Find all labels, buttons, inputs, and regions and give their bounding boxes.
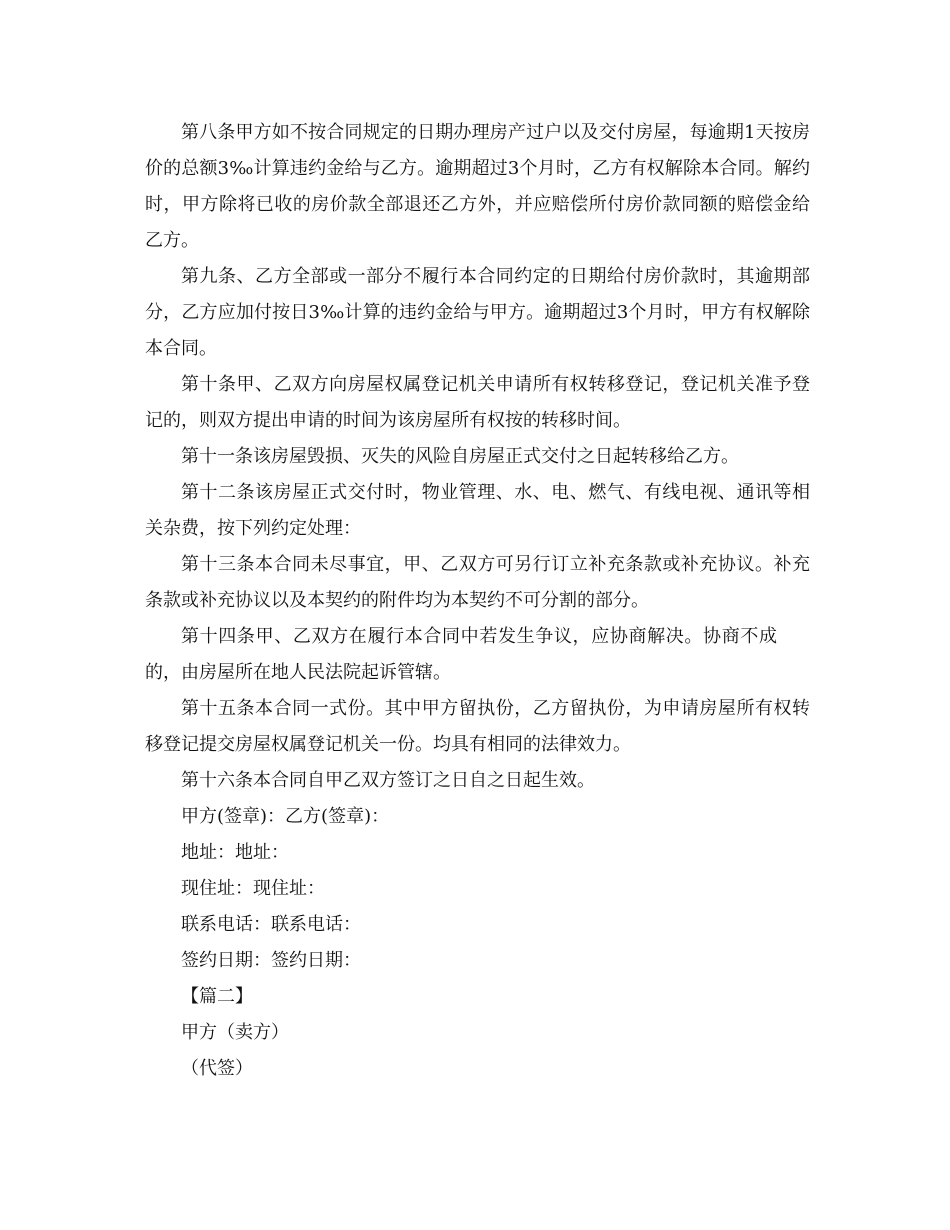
signature-date-line: 签约日期：签约日期： <box>181 950 361 971</box>
clause-9: 第九条、乙方全部或一部分不履行本合同约定的日期给付房价款时，其逾期部分，乙方应加付按日3‰计算的违约金给与甲方。逾期超过3个月时，甲方有权解除本合同。 <box>145 266 810 359</box>
clause-8: 第八条甲方如不按合同规定的日期办理房产过户以及交付房屋，每逾期1天按房价的总额3‰计算违约金给与乙方。逾期超过3个月时，乙方有权解除本合同。解约时，甲方除将已收的房价款全部退还乙方外，并应赔偿所付房价款同额的赔偿金给乙方。 <box>145 122 810 251</box>
section-heading: 【篇二】 <box>181 986 253 1007</box>
proxy-label: （代签） <box>181 1058 253 1079</box>
clause-15: 第十五条本合同一式份。其中甲方留执份，乙方留执份，为申请房屋所有权转移登记提交房屋权属登记机关一份。均具有相同的法律效力。 <box>145 698 810 755</box>
clause-12: 第十二条该房屋正式交付时，物业管理、水、电、燃气、有线电视、通讯等相关杂费，按下列约定处理： <box>145 482 810 539</box>
clause-13: 第十三条本合同未尽事宜，甲、乙双方可另行订立补充条款或补充协议。补充条款或补充协议以及本契约的附件均为本契约不可分割的部分。 <box>145 554 810 611</box>
signature-address-line: 地址：地址： <box>181 842 289 863</box>
seller-label: 甲方（卖方） <box>181 1022 289 1043</box>
signature-current-address-line: 现住址：现住址： <box>181 878 325 899</box>
signature-phone-line: 联系电话：联系电话： <box>181 914 361 935</box>
clause-14: 第十四条甲、乙双方在履行本合同中若发生争议，应协商解决。协商不成的，由房屋所在地人民法院起诉管辖。 <box>145 626 777 683</box>
contract-body <box>145 115 810 1087</box>
clause-10: 第十条甲、乙双方向房屋权属登记机关申请所有权转移登记，登记机关准予登记的，则双方提出申请的时间为该房屋所有权按的转移时间。 <box>145 374 810 431</box>
clause-16: 第十六条本合同自甲乙双方签订之日自之日起生效。 <box>181 770 595 791</box>
signature-party-line: 甲方(签章)：乙方(签章)： <box>181 806 390 827</box>
clause-11: 第十一条该房屋毁损、灭失的风险自房屋正式交付之日起转移给乙方。 <box>181 446 739 467</box>
